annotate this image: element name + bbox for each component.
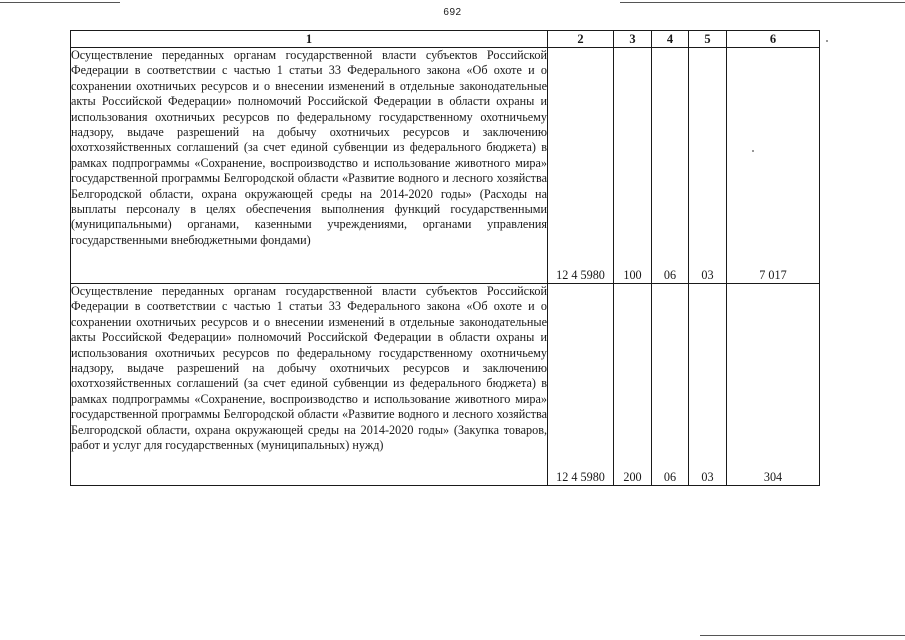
scan-edge-line (0, 2, 120, 3)
header-cell: 1 (71, 31, 548, 48)
row-amount: 304 (727, 284, 820, 486)
row-target-code: 12 4 5980 (548, 48, 614, 284)
row-target-code: 12 4 5980 (548, 284, 614, 486)
header-cell: 2 (548, 31, 614, 48)
page-number: 692 (443, 7, 462, 18)
header-row (71, 31, 820, 48)
row-amount: 7 017 (727, 48, 820, 284)
row-expense-type: 100 (614, 48, 652, 284)
row-section: 06 (652, 284, 689, 486)
row-subsection: 03 (689, 284, 727, 486)
table-row (71, 48, 820, 284)
header-cell: 6 (727, 31, 820, 48)
row-expense-type: 200 (614, 284, 652, 486)
row-description: Осуществление переданных органам государственной власти субъектов Российской Федерации в соответствии с частью 1 статьи 33 Федерального закона «Об охоте и о сохранении охотничьих ресурсов и о внесении изменений в отдельные законодательные акты Российской Федерации» полномочий Российской Федерации в области охраны и использования охотничьих ресурсов по федеральному государственному охотничьему надзору, выдаче разрешений на добычу охотничьих ресурсов и заключению охотхозяйственных соглашений (за счет единой субвенции из федерального бюджета) в рамках подпрограммы «Сохранение, воспроизводство и использование животного мира» государственной программы Белгородской области «Развитие водного и лесного хозяйства Белгородской области, охрана окружающей среды на 2014-2020 годы» (Закупка товаров, работ и услуг для государственных (муниципальных) нужд) (71, 284, 548, 486)
header-cell: 4 (652, 31, 689, 48)
scan-edge-line (700, 635, 905, 636)
budget-table (70, 30, 820, 486)
row-description: Осуществление переданных органам государственной власти субъектов Российской Федерации в соответствии с частью 1 статьи 33 Федерального закона «Об охоте и о сохранении охотничьих ресурсов и о внесении изменений в отдельные законодательные акты Российской Федерации» полномочий Российской Федерации в области охраны и использования охотничьих ресурсов по федеральному государственному охотничьему надзору, выдаче разрешений на добычу охотничьих ресурсов и заключению охотхозяйственных соглашений (за счет единой субвенции из федерального бюджета) в рамках подпрограммы «Сохранение, воспроизводство и использование животного мира» государственной программы Белгородской области «Развитие водного и лесного хозяйства Белгородской области, охрана окружающей среды на 2014-2020 годы» (Расходы на выплаты персоналу в целях обеспечения выполнения функций государственными (муниципальными) органами, казенными учреждениями, органами управления государственными внебюджетными фондами) (71, 48, 548, 284)
scan-speck (752, 150, 754, 152)
header-cell: 3 (614, 31, 652, 48)
row-subsection: 03 (689, 48, 727, 284)
scan-speck (826, 40, 828, 42)
header-cell: 5 (689, 31, 727, 48)
scan-edge-line (620, 2, 905, 3)
table-row (71, 284, 820, 486)
row-section: 06 (652, 48, 689, 284)
